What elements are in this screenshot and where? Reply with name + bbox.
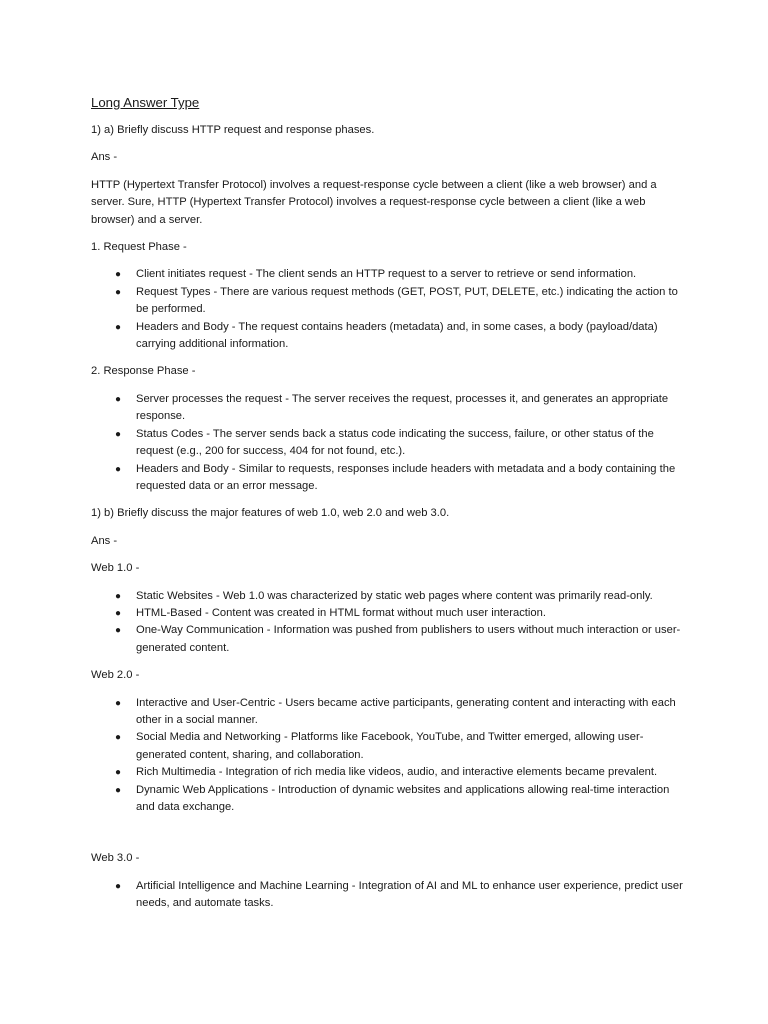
list-item xyxy=(91,284,687,319)
response-phase-list xyxy=(91,391,687,495)
list-item-text: Headers and Body - Similar to requests, responses include headers with metadata and a body containing the requested data or an error message. xyxy=(136,462,676,492)
request-phase-list xyxy=(91,266,687,353)
web1-list xyxy=(91,588,687,658)
list-item xyxy=(91,764,687,781)
list-item xyxy=(91,695,687,730)
web2-list xyxy=(91,695,687,817)
web3-title: Web 3.0 - xyxy=(91,852,140,865)
list-item xyxy=(91,605,687,622)
bullet-icon: ● xyxy=(114,286,122,298)
list-item-text: Client initiates request - The client sends an HTTP request to a server to retrieve or send information. xyxy=(136,268,637,281)
list-item-text: Server processes the request - The server receives the request, processes it, and generates an appropriate response. xyxy=(136,392,669,423)
list-item-text: Dynamic Web Applications - Introduction of dynamic websites and applications allowing real-time interaction and data exchange. xyxy=(136,783,670,813)
blank-line xyxy=(91,826,687,850)
list-item xyxy=(91,782,687,817)
bullet-icon: ● xyxy=(114,393,122,405)
bullet-icon: ● xyxy=(114,784,122,796)
list-item xyxy=(91,266,687,283)
list-item-text: Headers and Body - The request contains headers (metadata) and, in some cases, a body (payload/data) carrying additional information. xyxy=(136,320,658,351)
list-item xyxy=(91,461,687,496)
question-1a: 1) a) Briefly discuss HTTP request and response phases. xyxy=(91,124,375,136)
list-item-text: Interactive and User-Centric - Users became active participants, generating content and interacting with each other in a social manner. xyxy=(136,696,676,726)
web1-title: Web 1.0 - xyxy=(91,562,140,575)
list-item xyxy=(91,878,687,913)
bullet-icon: ● xyxy=(114,321,122,333)
bullet-icon: ● xyxy=(114,463,122,475)
bullet-icon: ● xyxy=(114,767,122,779)
list-item-text: One-Way Communication - Information was pushed from publishers to users without much interaction or user-generated content. xyxy=(136,624,681,654)
section-heading: Long Answer Type xyxy=(91,95,200,110)
http-intro-paragraph: HTTP (Hypertext Transfer Protocol) involves a request-response cycle between a client (like a web browser) and a server. Sure, HTTP (Hypertext Transfer Protocol) involves a request-response cycle between a client (like a web browser) and a server. xyxy=(91,178,657,226)
list-item-text: HTML-Based - Content was created in HTML format without much user interaction. xyxy=(136,606,546,619)
web2-title: Web 2.0 - xyxy=(91,669,140,682)
list-item-text: Artificial Intelligence and Machine Learning - Integration of AI and ML to enhance user experience, predict user needs, and automate tasks. xyxy=(136,879,683,910)
response-phase-title: 2. Response Phase - xyxy=(91,365,196,378)
bullet-icon: ● xyxy=(114,732,122,744)
list-item xyxy=(91,319,687,354)
document-content xyxy=(91,94,687,923)
bullet-icon: ● xyxy=(114,269,122,281)
web3-list xyxy=(91,878,687,913)
bullet-icon: ● xyxy=(114,428,122,440)
list-item xyxy=(91,391,687,426)
list-item-text: Social Media and Networking - Platforms like Facebook, YouTube, and Twitter emerged, allowing user-generated content, sharing, and collaboration. xyxy=(136,731,644,761)
bullet-icon: ● xyxy=(114,697,122,709)
list-item-text: Rich Multimedia - Integration of rich media like videos, audio, and interactive elements became prevalent. xyxy=(136,766,658,779)
bullet-icon: ● xyxy=(114,607,122,619)
question-1b: 1) b) Briefly discuss the major features of web 1.0, web 2.0 and web 3.0. xyxy=(91,507,450,520)
list-item-text: Status Codes - The server sends back a status code indicating the success, failure, or other status of the request (e.g., 200 for success, 404 for not found, etc.). xyxy=(136,427,654,458)
list-item xyxy=(91,729,687,764)
list-item-text: Request Types - There are various request methods (GET, POST, PUT, DELETE, etc.) indicating the action to be performed. xyxy=(136,285,678,316)
request-phase-title: 1. Request Phase - xyxy=(91,241,187,254)
list-item xyxy=(91,426,687,461)
bullet-icon: ● xyxy=(114,880,122,892)
list-item-text: Static Websites - Web 1.0 was characterized by static web pages where content was primarily read-only. xyxy=(136,589,653,602)
answer-label-1a: Ans - xyxy=(91,151,118,164)
answer-label-1b: Ans - xyxy=(91,534,118,547)
bullet-icon: ● xyxy=(114,590,122,602)
list-item xyxy=(91,588,687,605)
bullet-icon: ● xyxy=(114,625,122,637)
list-item xyxy=(91,622,687,657)
